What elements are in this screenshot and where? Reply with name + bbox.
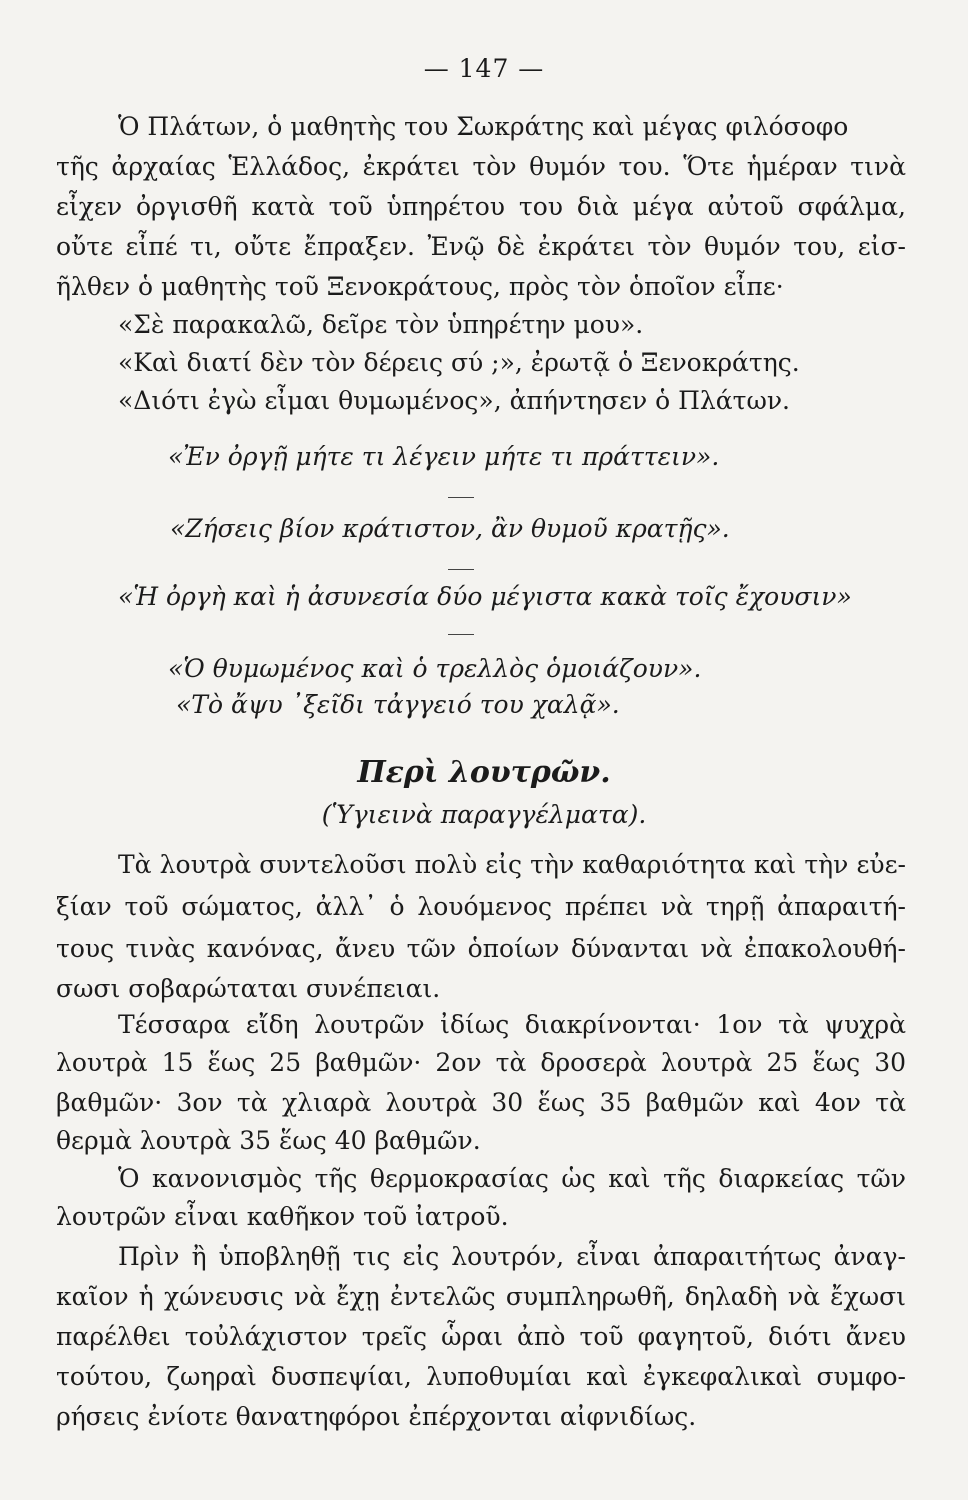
body-line: ρήσεις ἐνίοτε θανατηφόροι ἐπέρχονται αἰφνιδίως. [56,1402,697,1431]
body-line: τούτου, ζωηραὶ δυσπεψίαι, λυποθυμίαι καὶ ἐγκεφαλικαὶ συμφο- [56,1362,906,1391]
anecdote-line: ῆλθεν ὁ μαθητὴς τοῦ Ξενοκράτους, πρὸς τὸν ὁποῖον εἶπε· [56,272,784,301]
body-line: λουτρῶν εἶναι καθῆκον τοῦ ἰατροῦ. [56,1202,509,1231]
body-line: Ὁ κανονισμὸς τῆς θερμοκρασίας ὡς καὶ τῆς διαρκείας τῶν [118,1164,906,1193]
maxim: «Ἐν ὀργῇ μήτε τι λέγειν μήτε τι πράττειν». [168,442,720,471]
body-line: θερμὰ λουτρὰ 35 ἕως 40 βαθμῶν. [56,1126,481,1155]
maxim: «Ζήσεις βίον κράτιστον, ἂν θυμοῦ κρατῇς». [170,514,730,543]
body-line: τους τινὰς κανόνας, ἄνευ τῶν ὁποίων δύνανται νὰ ἐπακολουθή- [56,934,906,963]
body-line: Τὰ λουτρὰ συντελοῦσι πολὺ εἰς τὴν καθαριότητα καὶ τὴν εὐε- [118,850,906,879]
section-title: Περὶ λουτρῶν. [357,755,611,790]
maxim: «Ἡ ὀργὴ καὶ ἡ ἀσυνεσία δύο μέγιστα κακὰ τοῖς ἔχουσιν» [118,582,852,611]
divider [448,569,474,570]
divider [448,497,474,498]
anecdote-line: εἶχεν ὀργισθῆ κατὰ τοῦ ὑπηρέτου του διὰ μέγα αὐτοῦ σφάλμα, [56,192,906,221]
maxim: «Ὁ θυμωμένος καὶ ὁ τρελλὸς ὁμοιάζουν». [168,654,702,683]
anecdote-line: «Σὲ παρακαλῶ, δεῖρε τὸν ὑπηρέτην μου». [118,310,644,339]
anecdote-line: «Διότι ἐγὼ εἶμαι θυμωμένος», ἀπήντησεν ὁ Πλάτων. [118,386,790,415]
divider [448,634,474,635]
body-line: Τέσσαρα εἴδη λουτρῶν ἰδίως διακρίνονται· 1ον τὰ ψυχρὰ [118,1010,906,1039]
anecdote-line: Ὁ Πλάτων, ὁ μαθητὴς του Σωκράτης καὶ μέγας φιλόσοφο [118,112,849,141]
body-line: καῖον ἡ χώνευσις νὰ ἔχῃ ἐντελῶς συμπληρωθῆ, δηλαδὴ νὰ ἔχωσι [56,1282,906,1311]
body-line: βαθμῶν· 3ον τὰ χλιαρὰ λουτρὰ 30 ἕως 35 βαθμῶν καὶ 4ον τὰ [56,1088,906,1117]
body-line: ξίαν τοῦ σώματος, ἀλλ᾽ ὁ λουόμενος πρέπει νὰ τηρῇ ἀπαραιτή- [56,892,906,921]
page-number: — 147 — [423,54,545,83]
anecdote-line: οὔτε εἶπέ τι, οὔτε ἔπραξεν. Ἐνῷ δὲ ἐκράτει τὸν θυμόν του, εἰσ- [56,232,906,261]
body-line: παρέλθει τοὐλάχιστον τρεῖς ὧραι ἀπὸ τοῦ φαγητοῦ, διότι ἄνευ [56,1322,906,1351]
body-line: Πρὶν ἢ ὑποβληθῇ τις εἰς λουτρόν, εἶναι ἀπαραιτήτως ἀναγ- [118,1242,906,1271]
anecdote-line: «Καὶ διατί δὲν τὸν δέρεις σύ ;», ἐρωτᾷ ὁ Ξενοκράτης. [118,348,800,377]
body-line: σωσι σοβαρώταται συνέπειαι. [56,974,441,1003]
body-line: λουτρὰ 15 ἕως 25 βαθμῶν· 2ον τὰ δροσερὰ λουτρὰ 25 ἕως 30 [56,1048,906,1077]
anecdote-line: τῆς ἀρχαίας Ἑλλάδος, ἐκράτει τὸν θυμόν του. Ὅτε ἡμέραν τινὰ [56,152,906,181]
maxim: «Τὸ ἄψυ ᾽ξεῖδι τἀγγειό του χαλᾷ». [176,690,620,719]
section-subtitle: (Ὑγιεινὰ παραγγέλματα). [321,800,647,829]
